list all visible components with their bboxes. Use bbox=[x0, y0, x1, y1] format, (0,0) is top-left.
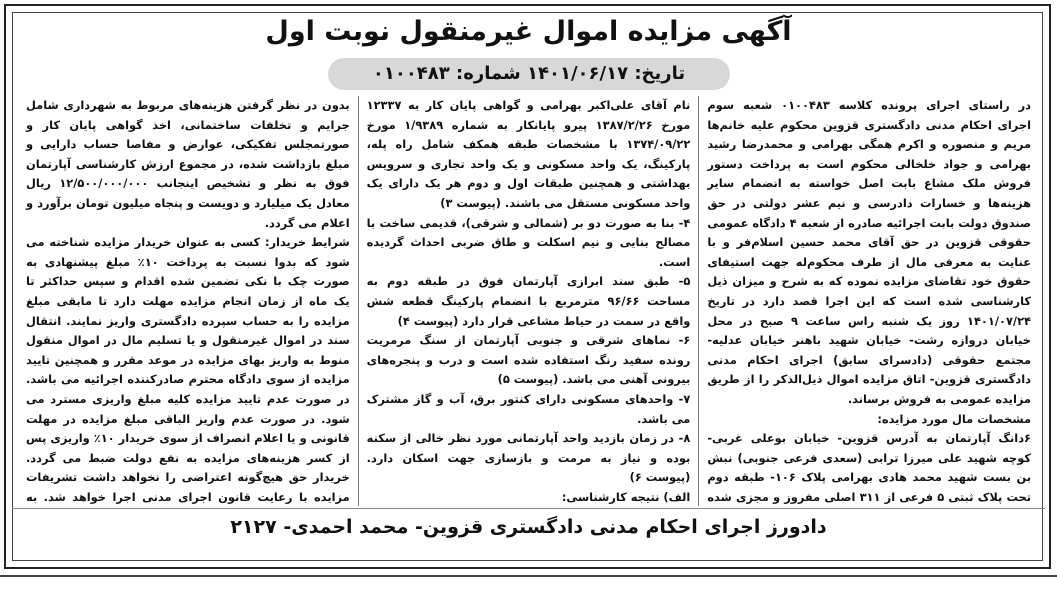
middle-paragraph-1: نام آقای علی‌اکبر بهرامی و گواهی پایان کار به ۱۲۳۳۷ مورخ ۱۳۸۷/۲/۲۶ پیرو پایانکار به شماره ۱/۹۳۸۹ مورخ ۱۳۷۴/۰۹/۲۲ با مشخصات طبقه همکف شامل راه پله، پارکینگ، یک واحد مسکونی و یک واحد تجاری و سرویس بهداشتی و همچنین طبقات اول و دوم هر یک دارای یک واحد مسکونی مستقل می باشند. (پیوست ۳) bbox=[366, 98, 691, 210]
column-left bbox=[18, 96, 359, 506]
date-number-band: تاریخ: ۱۴۰۱/۰۶/۱۷ شماره: ۰۱۰۰۴۸۳ bbox=[328, 58, 730, 90]
notice-columns bbox=[18, 96, 1039, 506]
valuation-paragraph: بدون در نظر گرفتن هزینه‌های مربوط به شهرداری شامل جرایم و تخلفات ساختمانی، اخذ گواهی پایان کار و صورتمجلس تفکیکی، عوارض و مفاصا حساب دارایی و مبلغ بازداشت شده، در مجموع ارزش کارشناسی آپارتمان فوق به نظر و تشخیص اینجانب ۱۲/۵۰۰/۰۰۰/۰۰۰ ریال معادل یک میلیارد و دویست و پنجاه میلیون تومان برآورد و اعلام می گردد. bbox=[25, 98, 350, 230]
middle-item-8: ۸- در زمان بازدید واحد آپارتمانی مورد نظر خالی از سکنه بوده و نیاز به مرمت و بازسازی جهت اسکان دارد. (پیوست ۶) bbox=[366, 431, 691, 485]
middle-item-5: ۵- طبق سند ابرازی آپارتمان فوق در طبقه دوم به مساحت ۹۶/۶۶ مترمربع با انضمام پارکینگ قطعه شش واقع در سمت در حیاط مشاعی قرار دارد (پیوست ۴) bbox=[366, 274, 691, 328]
column-right bbox=[699, 96, 1039, 506]
middle-item-7: ۷- واحدهای مسکونی دارای کنتور برق، آب و گاز مشترک می باشد. bbox=[366, 391, 691, 426]
property-spec-heading: مشخصات مال مورد مزایده: bbox=[877, 411, 1031, 426]
middle-item-6: ۶- نماهای شرقی و جنوبی آپارتمان از سنگ مرمریت رونده سفید رنگ استفاده شده است و درب و پنجره‌های بیرونی آهنی می باشد. (پیوست ۵) bbox=[366, 333, 691, 387]
buyer-conditions: شرایط خریدار: کسی به عنوان خریدار مزایده شناخته می شود که بدوا نسبت به پرداخت ۱۰٪ مبلغ پیشنهادی به صورت چک با نکی تضمین شده اقدام و سپس حداکثر تا یک ماه از زمان انجام مزایده مهلت دارد تا مابقی مبلغ مزایده را به حساب سپرده دادگستری واریز نمایند. انتقال سند در اموال غیرمنقول و یا تسلیم مال در اموال منقول منوط به واریز بهای مزایده در موعد مقرر و همچنین تایید مزایده از سوی دادگاه محترم صادرکننده اجرائیه می باشد. در صورت عدم تایید مزایده کلیه مبلغ واریزی مسترد می شود. در صورت عدم واریز الباقی مبلغ مزایده در مهلت قانونی و یا اعلام انصراف از سوی خریدار ۱۰٪ واریزی پس از کسر هزینه‌های مزایده به نفع دولت ضبط می گردد. خریدار حق هیچ‌گونه اعتراضی را نخواهد داشت تشریفات مزایده با رعایت قانون اجرای مدنی اجرا خواهد شد. به bbox=[25, 235, 350, 504]
column-middle bbox=[359, 96, 700, 506]
middle-item-4: ۴- بنا به صورت دو بر (شمالی و شرقی)، قدیمی ساخت با مصالح بنایی و نیم اسکلت و طاق ضربی احداث گردیده است. bbox=[366, 215, 691, 269]
page-bottom-rule bbox=[0, 575, 1057, 577]
intro-paragraph: در راستای اجرای پرونده کلاسه ۰۱۰۰۴۸۳ شعبه سوم اجرای احکام مدنی دادگستری قزوین محکوم علیه خانم‌ها مریم و منصوره و اکرم همگی بهرامی و محمدرضا رشید بهرامی و جواد خلخالی محکوم است به پرداخت دستور فروش ملک مشاع بابت اصل خواسته به انضمام سایر هزینه‌ها و خسارات دادرسی و نیم عشر دولتی در حق صندوق دولت بابت اجرائیه صادره از شعبه ۴ دادگاه عمومی حقوقی قزوین در حق آقای محمد حسین اسلام‌فر و با عنایت به معرفی مال از طرف محکوم‌له جهت استیفای حقوق خود تقاضای مزایده نموده که به شرح و میزان ذیل کارشناسی شده است که این اجرا قصد دارد در تاریخ ۱۴۰۱/۰۷/۲۴ روز یک شنبه راس ساعت ۹ صبح در محل خیابان دروازه رشت- خیابان شهید باهنر خیابان عدلیه- مجتمع حقوقی (دادسرای سابق) اجرای احکام مدنی دادگستری قزوین- اتاق مزایده اموال ذیل‌الذکر را از طریق مزایده عمومی به فروش برساند. bbox=[707, 98, 1032, 406]
signature-line: دادورز اجرای احکام مدنی دادگستری قزوین- محمد احمدی- ۲۱۲۷ bbox=[230, 516, 827, 538]
property-spec-text: ۶دانگ آپارتمان به آدرس قزوین- خیابان بوعلی غربی- کوچه شهید علی میرزا ترابی (سعدی فرعی جنوبی) نبش بن بست شهید محمد هادی بهرامی پلاک ۱۰۶- طبقه دوم تحت پلاک ثبتی ۵ فرعی از ۳۱۱ اصلی مفروز و مجزی شده bbox=[707, 431, 1031, 504]
expert-result-heading: الف) نتیجه کارشناسی: bbox=[561, 489, 691, 504]
notice-title: آگهی مزایده اموال غیرمنقول نوبت اول bbox=[265, 16, 792, 47]
footer-divider bbox=[12, 508, 1045, 509]
